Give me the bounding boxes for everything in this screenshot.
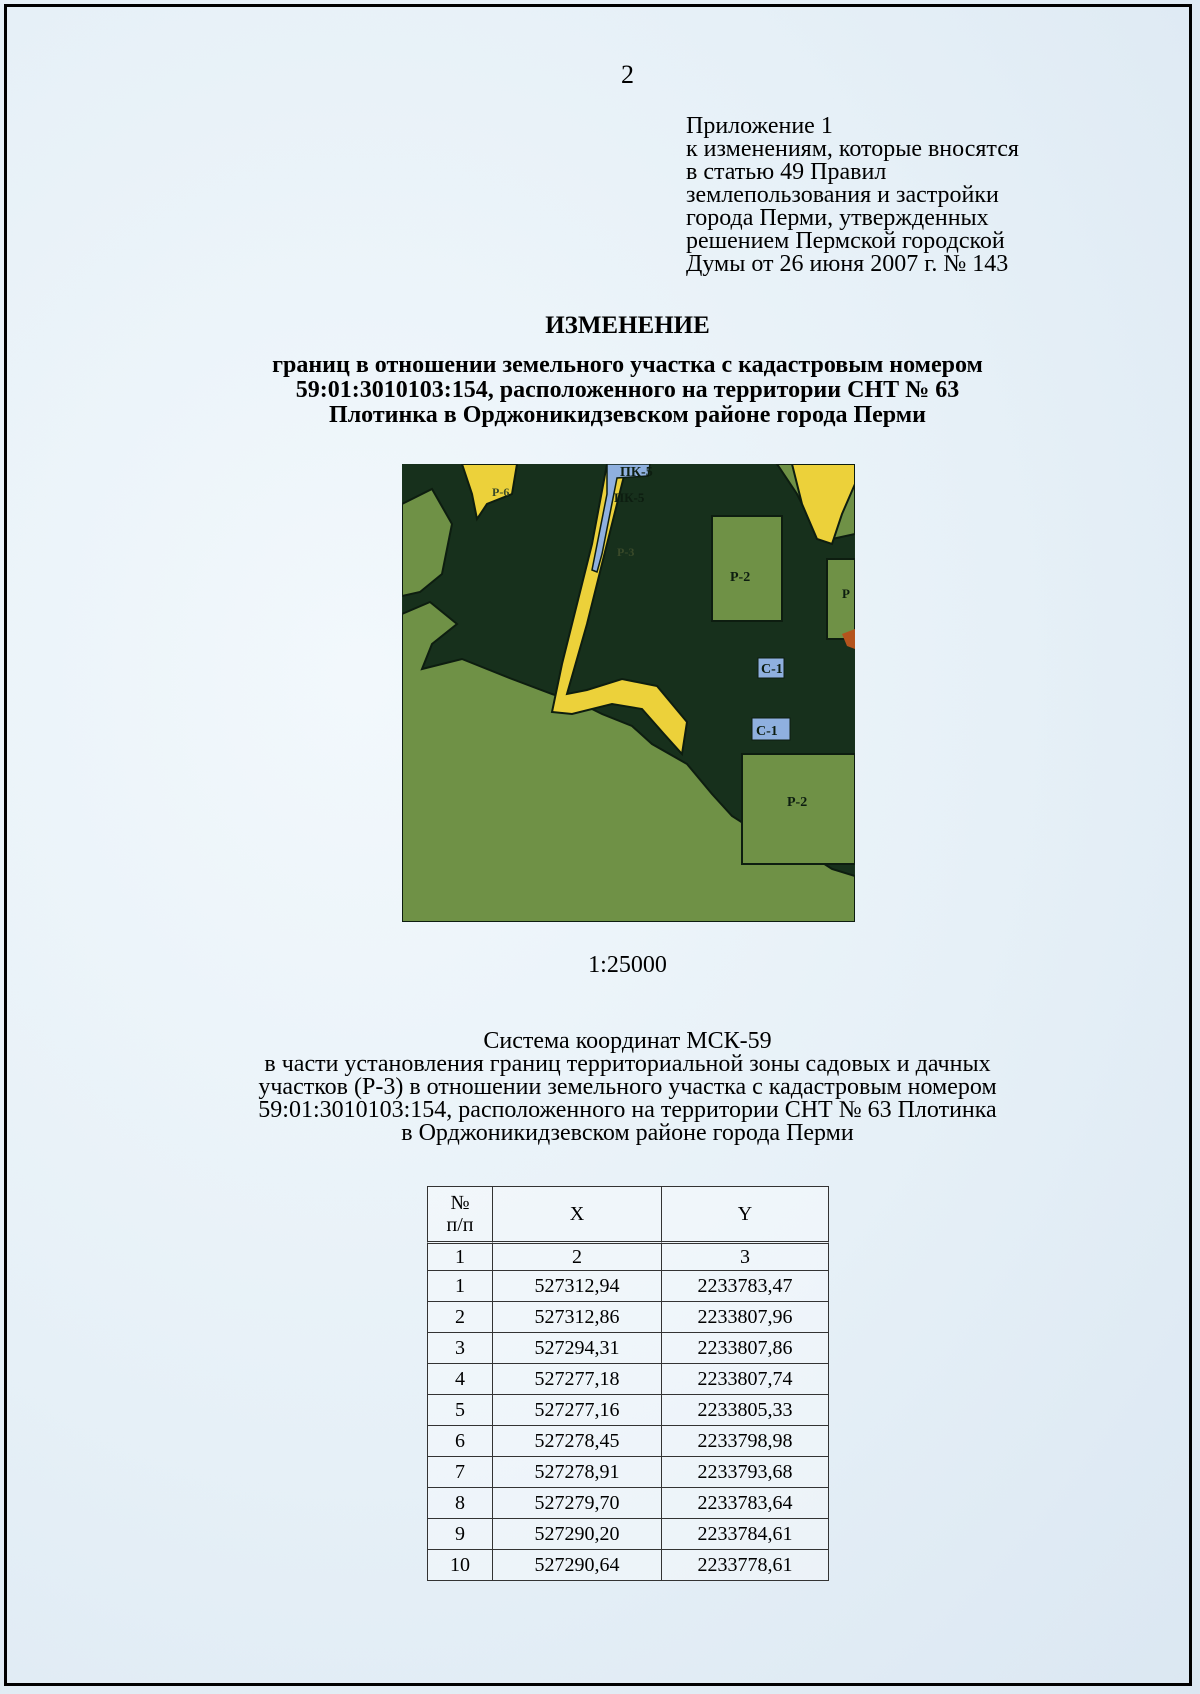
cell-x: 527278,91 <box>492 1456 661 1487</box>
cell-y: 2233805,33 <box>661 1394 829 1425</box>
cell-x: 527294,31 <box>492 1332 661 1363</box>
table-row <box>427 1518 829 1549</box>
cell-n: 10 <box>427 1549 492 1581</box>
column-number: 2 <box>492 1241 661 1270</box>
cell-x: 527290,20 <box>492 1518 661 1549</box>
map-scale: 1:25000 <box>588 952 667 978</box>
cell-y: 2233783,47 <box>661 1270 829 1301</box>
cell-x: 527290,64 <box>492 1549 661 1581</box>
coord-caption-line: 59:01:3010103:154, расположенного на территории СНТ № 63 Плотинка <box>258 1097 997 1123</box>
zone-green-edge <box>827 559 855 639</box>
cell-y: 2233807,86 <box>661 1332 829 1363</box>
table-row <box>427 1487 829 1518</box>
table-row <box>427 1332 829 1363</box>
coord-caption-line: в Орджоникидзевском районе города Перми <box>401 1120 854 1146</box>
appendix-line: решением Пермской городской <box>686 228 1005 254</box>
coord-caption-line: в части установления границ территориальной зоны садовых и дачных <box>264 1051 991 1077</box>
header-x: X <box>492 1186 661 1241</box>
zoning-map-svg <box>402 464 855 922</box>
header-num <box>427 1186 492 1241</box>
appendix-line: в статью 49 Правил <box>686 159 887 185</box>
table-row <box>427 1549 829 1581</box>
appendix-line: Думы от 26 июня 2007 г. № 143 <box>686 251 1009 277</box>
cell-n: 7 <box>427 1456 492 1487</box>
document-title: ИЗМЕНЕНИЕ <box>545 312 710 339</box>
zone-r2-upper <box>712 516 782 621</box>
header-num-text: п/п <box>446 1214 474 1236</box>
subtitle-line: 59:01:3010103:154, расположенного на территории СНТ № 63 <box>295 377 960 403</box>
coord-caption-line: Система координат МСК-59 <box>483 1028 772 1054</box>
coordinate-system-caption <box>0 1030 1200 1145</box>
map-label-r2-upper: Р-2 <box>730 570 751 585</box>
map-label-pk5-second: ПК-5 <box>614 490 645 505</box>
cell-n: 9 <box>427 1518 492 1549</box>
cell-n: 5 <box>427 1394 492 1425</box>
coord-caption-line: участков (Р-3) в отношении земельного участка с кадастровым номером <box>258 1074 997 1100</box>
header-num-symbol: № <box>450 1192 470 1214</box>
column-number: 1 <box>427 1241 492 1270</box>
appendix-line: землепользования и застройки <box>686 182 999 208</box>
map-label-r6: Р-6 <box>492 485 510 499</box>
appendix-line: Приложение 1 <box>686 113 833 139</box>
appendix-note <box>686 115 1019 276</box>
map-label-c1-lower: С-1 <box>756 724 778 739</box>
table-row <box>427 1270 829 1301</box>
map-label-r2-lower: Р-2 <box>787 795 808 810</box>
cell-y: 2233798,98 <box>661 1425 829 1456</box>
subtitle-line: Плотинка в Орджоникидзевском районе города Перми <box>329 402 926 428</box>
cell-x: 527277,18 <box>492 1363 661 1394</box>
coordinates-table <box>427 1186 829 1581</box>
table-row <box>427 1394 829 1425</box>
page-number: 2 <box>621 60 634 89</box>
cell-y: 2233793,68 <box>661 1456 829 1487</box>
table-row <box>427 1425 829 1456</box>
cell-x: 527278,45 <box>492 1425 661 1456</box>
cell-y: 2233778,61 <box>661 1549 829 1581</box>
map-label-r3: Р-3 <box>617 545 635 559</box>
cell-n: 1 <box>427 1270 492 1301</box>
cell-n: 2 <box>427 1301 492 1332</box>
cell-y: 2233807,96 <box>661 1301 829 1332</box>
table-numbering-row <box>427 1241 829 1270</box>
cell-n: 6 <box>427 1425 492 1456</box>
table-row <box>427 1363 829 1394</box>
cell-y: 2233784,61 <box>661 1518 829 1549</box>
appendix-line: города Перми, утвержденных <box>686 205 989 231</box>
cell-x: 527277,16 <box>492 1394 661 1425</box>
header-y: Y <box>661 1186 829 1241</box>
document-subtitle <box>0 353 1200 428</box>
column-number: 3 <box>661 1241 829 1270</box>
cell-x: 527312,94 <box>492 1270 661 1301</box>
zoning-map <box>402 464 855 922</box>
cell-n: 8 <box>427 1487 492 1518</box>
table-row <box>427 1301 829 1332</box>
cell-n: 3 <box>427 1332 492 1363</box>
cell-x: 527279,70 <box>492 1487 661 1518</box>
map-label-pk5: ПК-5 <box>620 465 653 480</box>
table-header-row <box>427 1186 829 1241</box>
map-label-c1-upper: С-1 <box>761 662 783 677</box>
cell-y: 2233807,74 <box>661 1363 829 1394</box>
subtitle-line: границ в отношении земельного участка с кадастровым номером <box>272 352 983 378</box>
cell-y: 2233783,64 <box>661 1487 829 1518</box>
cell-n: 4 <box>427 1363 492 1394</box>
map-label-r-edge: Р <box>842 586 850 601</box>
cell-x: 527312,86 <box>492 1301 661 1332</box>
appendix-line: к изменениям, которые вносятся <box>686 136 1019 162</box>
table-row <box>427 1456 829 1487</box>
